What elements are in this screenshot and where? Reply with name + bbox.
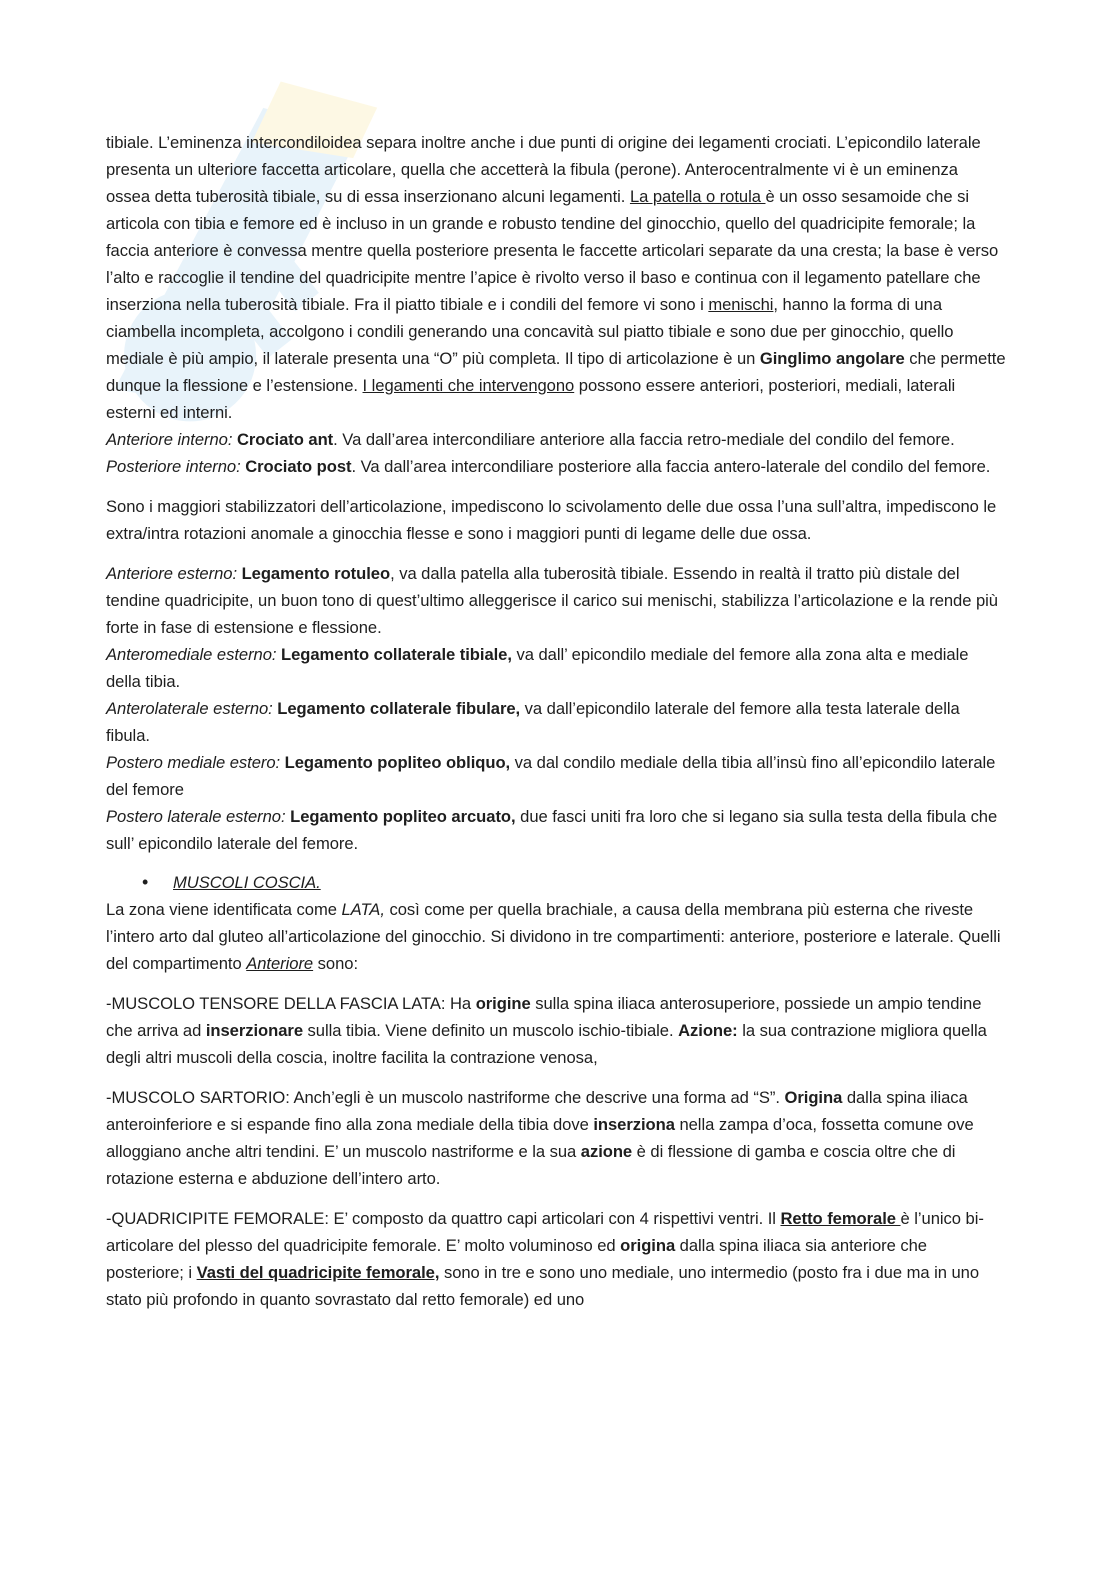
ligament-anteriore-esterno: Anteriore esterno: Legamento rotuleo, va dalla patella alla tuberosità tibiale. Essendo in realtà il tratto più distale del tendine quadricipite, un buon tono di quest’ultimo alleggerisce il carico sui menischi, stabilizza l’articolazione e la rende più forte in fase di estensione e flessione. bbox=[106, 564, 998, 637]
ligament-postero-laterale: Postero laterale esterno: Legamento popliteo arcuato, due fasci uniti fra loro che si legano sia sulla testa della fibula che sull’ epicondilo laterale del femore. bbox=[106, 807, 998, 853]
paragraph-stabilizzatori: Sono i maggiori stabilizzatori dell’articolazione, impediscono lo scivolamento delle due ossa l’una sull’altra, impediscono le extra/intra rotazioni anomale a ginocchia flesse e sono i maggiori punti di legame delle due ossa. bbox=[106, 497, 997, 543]
paragraph-sartorio: -MUSCOLO SARTORIO: Anch’egli è un muscolo nastriforme che descrive una forma ad “S”. Origina dalla spina iliaca anteroinferiore e si espande fino alla zona mediale della tibia dove inserziona nella zampa d’oca, fossetta comune ove alloggiano anche altri tendini. E’ un muscolo nastriforme e la sua azione è di flessione di gamba e coscia oltre che di rotazione esterna e abduzione dell’intero arto. bbox=[106, 1088, 974, 1188]
paragraph-quadricipite: -QUADRICIPITE FEMORALE: E’ composto da quattro capi articolari con 4 rispettivi ventri. Il Retto femorale è l’unico bi-articolare del plesso del quadricipite femorale. E’ molto voluminoso ed origina dalla spina iliaca sia anteriore che posteriore; i Vasti del quadricipite femorale, sono in tre e sono uno mediale, uno intermedio (posto fra i due ma in uno stato più profondo in quanto sovrastato dal retto femorale) ed uno bbox=[106, 1209, 984, 1309]
section-heading-muscoli-coscia: •MUSCOLI COSCIA. bbox=[106, 869, 1006, 896]
bullet-icon bbox=[106, 869, 173, 896]
ligament-anterolaterale-esterno: Anterolaterale esterno: Legamento collaterale fibulare, va dall’epicondilo laterale del femore alla testa laterale della fibula. bbox=[106, 699, 960, 745]
ligament-posteriore-interno: Posteriore interno: Crociato post. Va dall’area intercondiliare posteriore alla faccia antero-laterale del condilo del femore. bbox=[106, 457, 991, 476]
ligament-anteriore-interno: Anteriore interno: Crociato ant. Va dall’area intercondiliare anteriore alla faccia retro-mediale del condilo del femore. bbox=[106, 430, 955, 449]
ligament-anteromediale-esterno: Anteromediale esterno: Legamento collaterale tibiale, va dall’ epicondilo mediale del femore alla zona alta e mediale della tibia. bbox=[106, 645, 969, 691]
paragraph-patella-menischi: tibiale. L’eminenza intercondiloidea separa inoltre anche i due punti di origine dei legamenti crociati. L’epicondilo laterale presenta un ulteriore faccetta articolare, quella che accetterà la fibula (perone). Anterocentralmente vi è un eminenza ossea detta tuberosità tibiale, su di essa inserzionano alcuni legamenti. La patella o rotula è un osso sesamoide che si articola con tibia e femore ed è incluso in un grande e robusto tendine del ginocchio, quello del quadricipite femorale; la faccia anteriore è convessa mentre quella posteriore presenta le faccette articolari separate da una cresta; la base è verso l’alto e raccoglie il tendine del quadricipite mentre l’apice è rivolto verso il baso e continua con il legamento patellare che inserziona nella tuberosità tibiale. Fra il piatto tibiale e i condili del femore vi sono i menischi, hanno la forma di una ciambella incompleta, accolgono i condili generando una concavità sul piatto tibiale e sono due per ginocchio, quello mediale è più ampio, il laterale presenta una “O” più completa. Il tipo di articolazione è un Ginglimo angolare che permette dunque la flessione e l’estensione. I legamenti che intervengono possono essere anteriori, posteriori, mediali, laterali esterni ed interni. bbox=[106, 133, 1006, 422]
paragraph-lata: La zona viene identificata come LATA, così come per quella brachiale, a causa della membrana più esterna che riveste l’intero arto dal gluteo all’articolazione del ginocchio. Si dividono in tre compartimenti: anteriore, posteriore e laterale. Quelli del compartimento Anteriore sono: bbox=[106, 900, 1001, 973]
ligament-postero-mediale: Postero mediale estero: Legamento popliteo obliquo, va dal condilo mediale della tibia all’insù fino all’epicondilo laterale del femore bbox=[106, 753, 996, 799]
document-page bbox=[106, 129, 1006, 1313]
paragraph-tensore-fascia-lata: -MUSCOLO TENSORE DELLA FASCIA LATA: Ha origine sulla spina iliaca anterosuperiore, possiede un ampio tendine che arriva ad inserzionare sulla tibia. Viene definito un muscolo ischio-tibiale. Azione: la sua contrazione migliora quella degli altri muscoli della coscia, inoltre facilita la contrazione venosa, bbox=[106, 994, 987, 1067]
